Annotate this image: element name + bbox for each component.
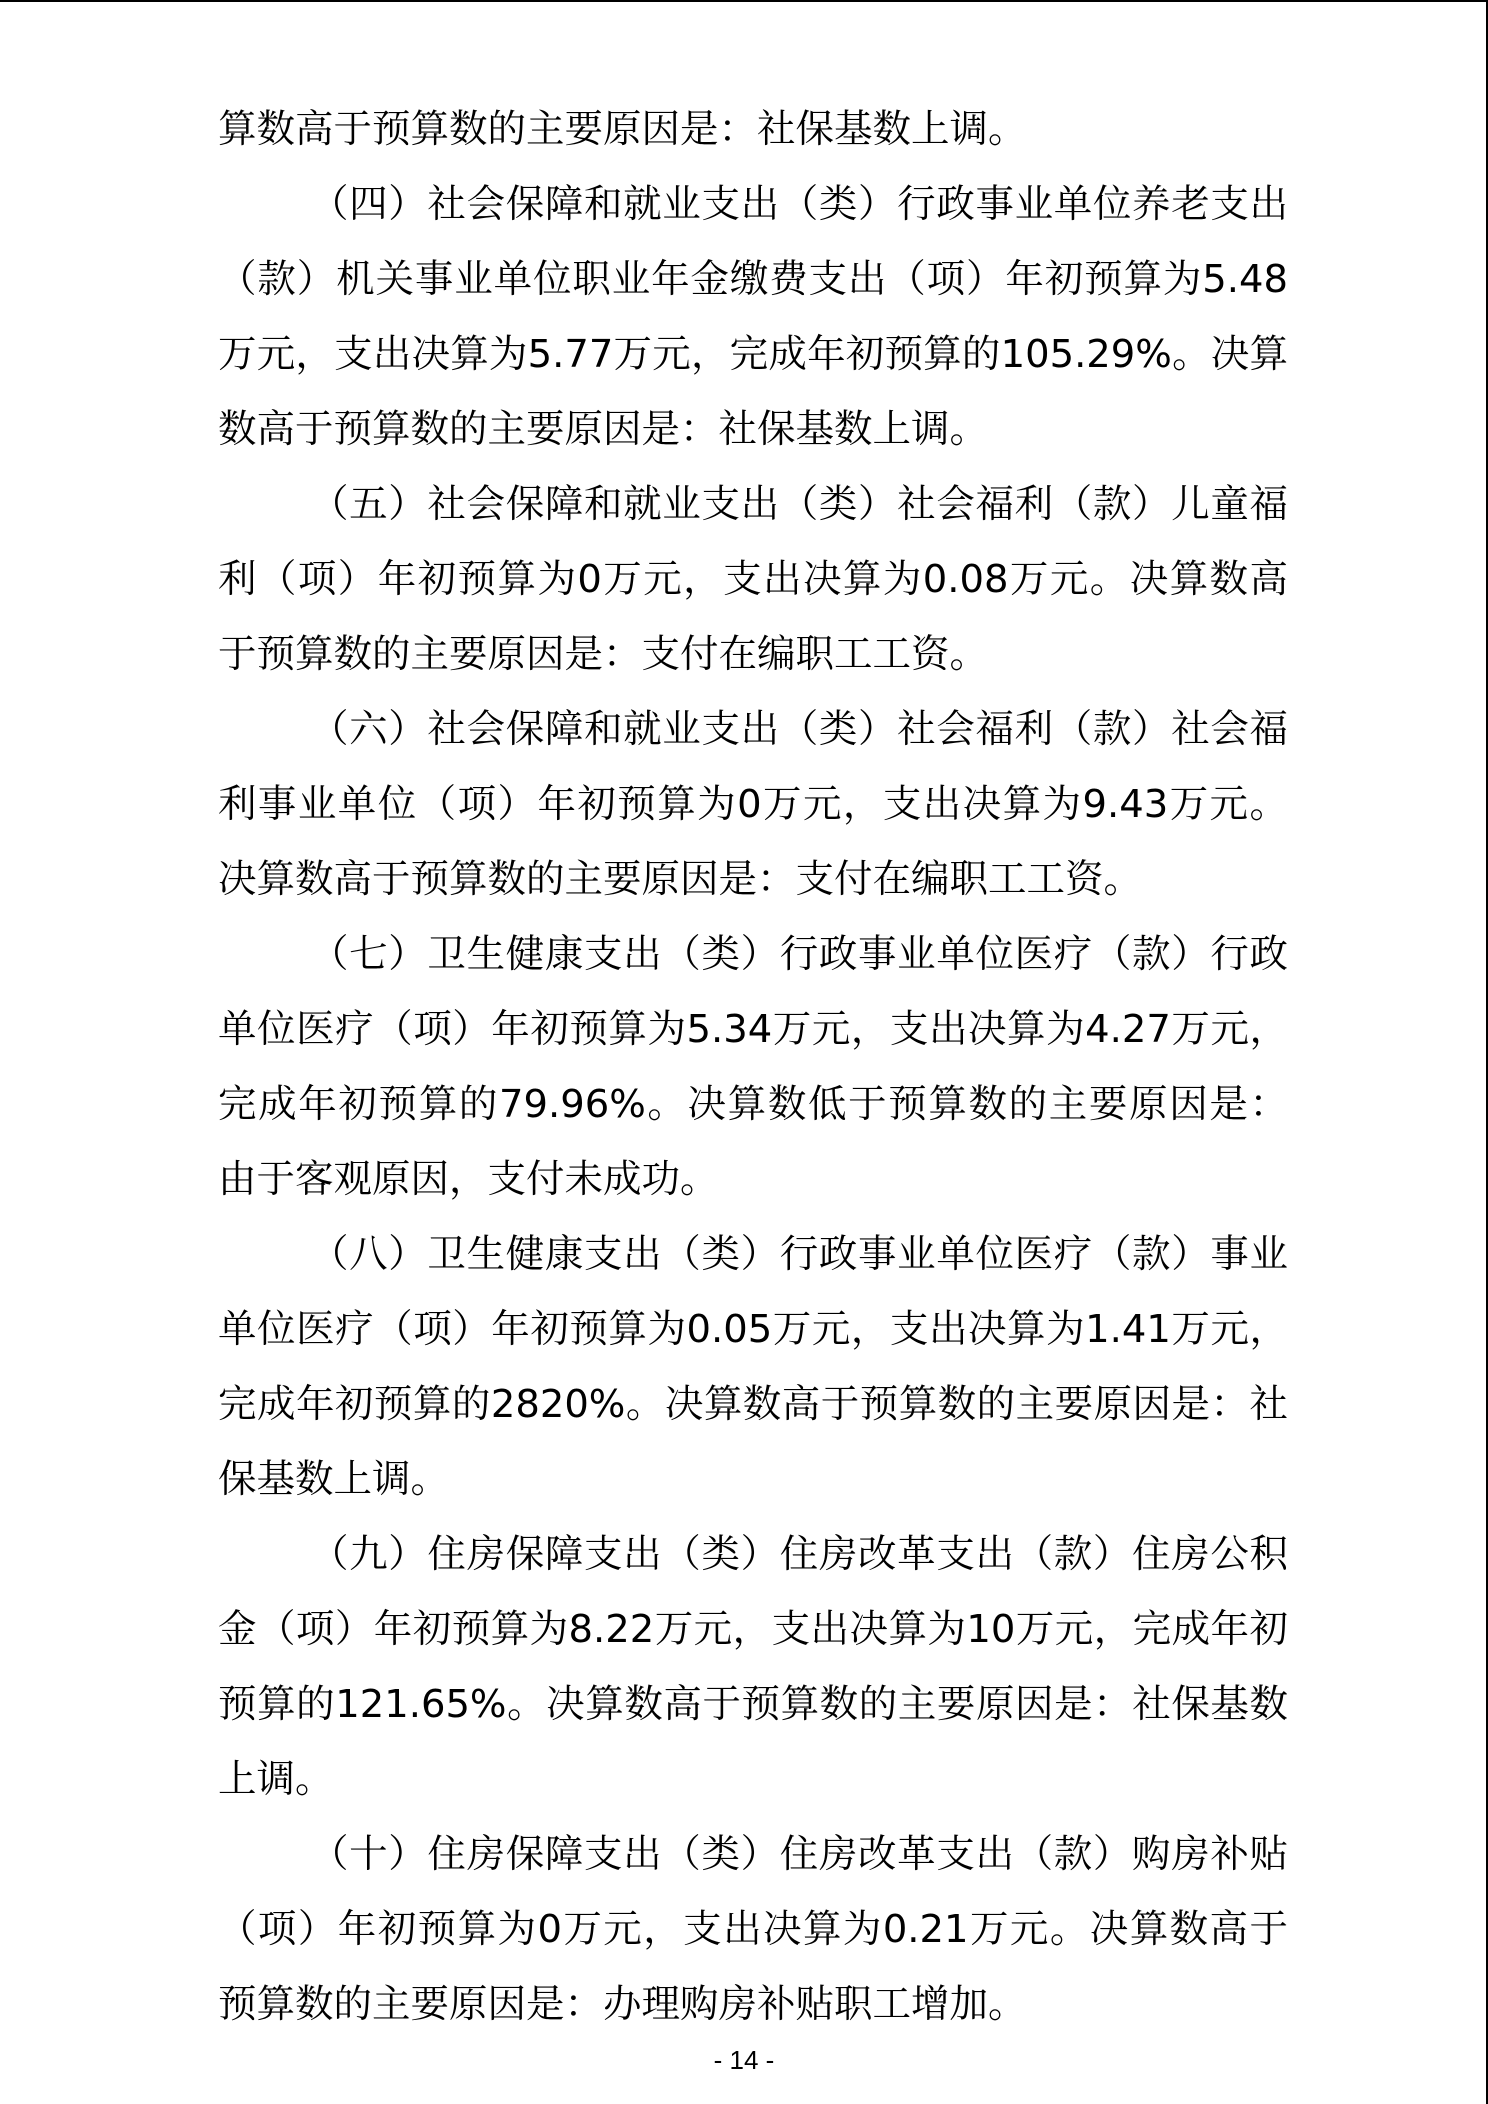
paragraph-item-4: （四）社会保障和就业支出（类）行政事业单位养老支出（款）机关事业单位职业年金缴费支出（项）年初预算为5.48万元，支出决算为5.77万元，完成年初预算的105.29%。决算数高于预算数的主要原因是：社保基数上调。 xyxy=(218,182,1288,452)
paragraph-item-6: （六）社会保障和就业支出（类）社会福利（款）社会福利事业单位（项）年初预算为0万元，支出决算为9.43万元。决算数高于预算数的主要原因是：支付在编职工工资。 xyxy=(218,707,1288,902)
page-number: - 14 - xyxy=(713,2045,775,2075)
page-top-border xyxy=(0,0,1488,2)
paragraph-item-9: （九）住房保障支出（类）住房改革支出（款）住房公积金（项）年初预算为8.22万元，支出决算为10万元，完成年初预算的121.65%。决算数高于预算数的主要原因是：社保基数上调。 xyxy=(218,1532,1288,1802)
paragraph-item-7: （七）卫生健康支出（类）行政事业单位医疗（款）行政单位医疗（项）年初预算为5.34万元，支出决算为4.27万元，完成年初预算的79.96%。决算数低于预算数的主要原因是：由于客观原因，支付未成功。 xyxy=(218,932,1288,1202)
paragraph-item-5: （五）社会保障和就业支出（类）社会福利（款）儿童福利（项）年初预算为0万元，支出决算为0.08万元。决算数高于预算数的主要原因是：支付在编职工工资。 xyxy=(218,482,1288,677)
paragraph-continuation: 算数高于预算数的主要原因是：社保基数上调。 xyxy=(218,107,1027,152)
paragraph-item-8: （八）卫生健康支出（类）行政事业单位医疗（款）事业单位医疗（项）年初预算为0.05万元，支出决算为1.41万元，完成年初预算的2820%。决算数高于预算数的主要原因是：社保基数上调。 xyxy=(218,1232,1288,1502)
document-body xyxy=(218,92,1288,2042)
paragraph-item-10: （十）住房保障支出（类）住房改革支出（款）购房补贴（项）年初预算为0万元，支出决算为0.21万元。决算数高于预算数的主要原因是：办理购房补贴职工增加。 xyxy=(218,1832,1288,2027)
